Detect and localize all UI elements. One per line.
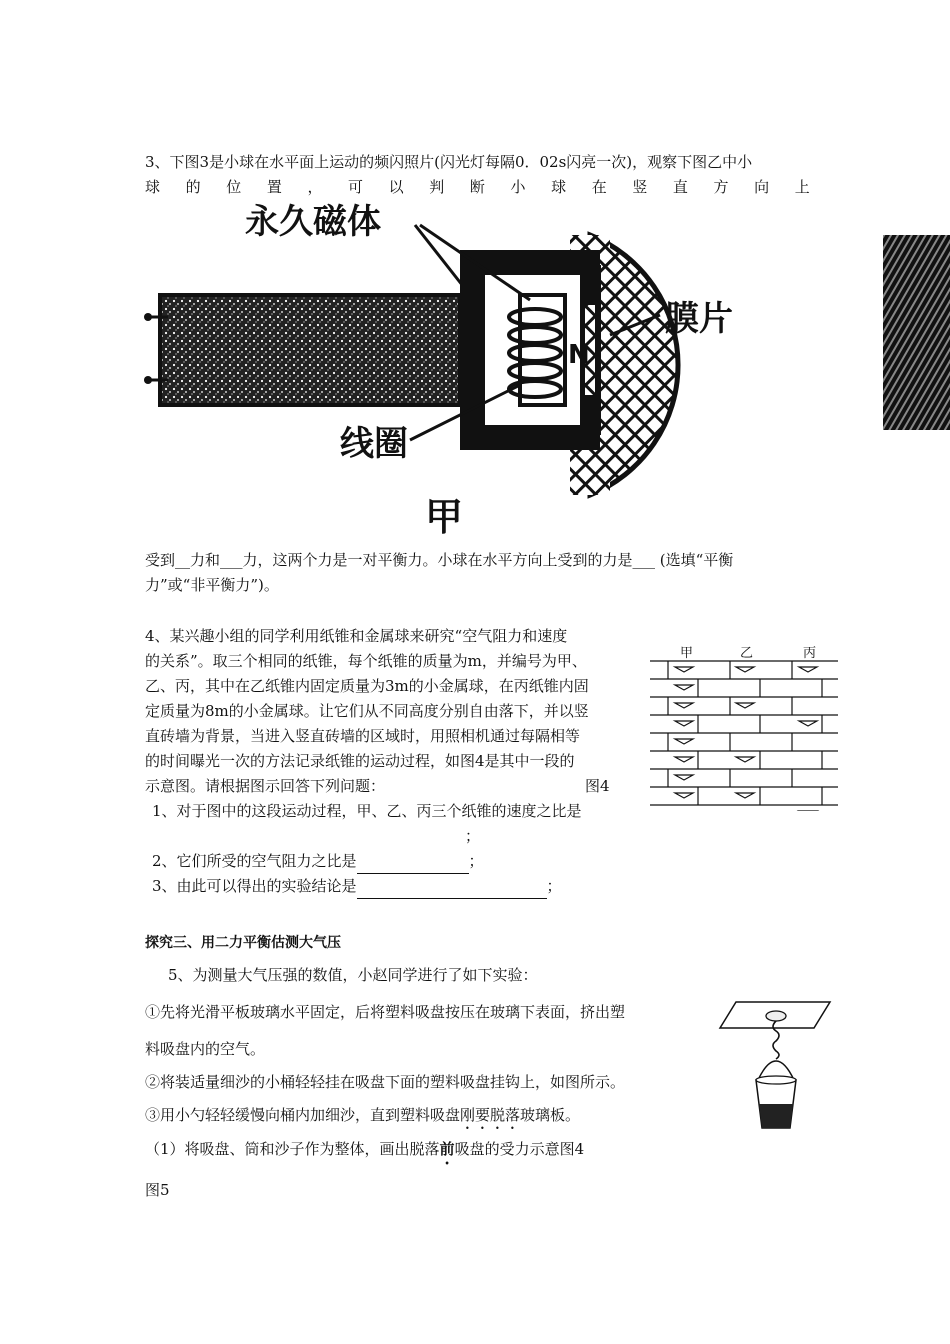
q4-line: 直砖墙为背景，当进入竖直砖墙的区域时，用照相机通过每隔相等 [145,727,581,745]
q4-line: 乙、丙，其中在乙纸锥内固定质量为3m的小金属球，在丙纸锥内固 [145,677,589,695]
suction-bucket-figure [718,992,833,1137]
q3-char: 可 [348,178,364,196]
emphasized-text: 前 [439,1140,455,1158]
q3-line3: 受到__力和___力，这两个力是一对平衡力。小球在水平方向上受到的力是___ (选填“平衡 [145,551,734,569]
q5-step3: ③用小勺轻轻缓慢向桶内加细沙，直到塑料吸盘刚要脱落玻璃板。 [145,1106,581,1124]
emphasized-text: 刚要脱落 [460,1106,521,1124]
q3-char: ， [307,178,323,196]
bucket-sand [759,1104,793,1128]
blank-line[interactable] [357,874,547,899]
q3-char: 方 [713,178,729,196]
q5-step2: ②将装适量细沙的小桶轻轻挂在吸盘下面的塑料吸盘挂钩上，如图所示。 [145,1073,626,1091]
q4-line: 的关系”。取三个相同的纸锥，每个纸锥的质量为m，并编号为甲、 [145,652,587,670]
q3-char: 球 [551,178,567,196]
q3-char: 在 [591,178,607,196]
q4-line: 4、某兴趣小组的同学利用纸锥和金属球来研究“空气阻力和速度 [145,627,568,645]
label-coil: 线圈 [340,424,408,464]
q3-char: 置 [266,178,282,196]
q4-line: 定质量为8m的小金属球。让它们从不同高度分别自由落下，并以竖 [145,702,589,720]
q3-char: 的 [185,178,201,196]
paper-cone [675,793,693,798]
figure-caption-jia: 甲 [425,495,464,539]
paper-cone [675,667,693,672]
q4-line: 的时间曝光一次的方法记录纸锥的运动过程，如图4是其中一段的 [145,752,575,770]
q5-sub1: （1）将吸盘、筒和沙子作为整体，画出脱落前吸盘的受力示意图4 [145,1140,585,1158]
q4-sub3: 3、由此可以得出的实验结论是 ； [152,874,562,899]
suction-cup [766,1011,786,1021]
magnet-n-label: N [568,340,590,370]
side-image-fragment [883,235,950,430]
q3-char: 直 [672,178,688,196]
q3-char: 断 [469,178,485,196]
paper-cone [736,793,754,798]
q3-char: 上 [794,178,810,196]
q3-char: 位 [226,178,242,196]
paper-cone [675,757,693,762]
microphone-figure [140,195,800,545]
paper-cone [736,703,754,708]
q5-step1a: ①先将光滑平板玻璃水平固定，后将塑料吸盘按压在玻璃下表面，挤出塑 [145,1003,626,1021]
paper-cone [675,685,693,690]
paper-cone [675,739,693,744]
col-label-jia: 甲 [680,646,694,661]
q3-char: 判 [429,178,445,196]
q3-line4: 力”或“非平衡力”)。 [145,576,279,594]
fig5-label: 图5 [145,1181,170,1199]
col-label-bing: 丙 [803,646,817,661]
q4-sub1: 1、对于图中的这段运动过程，甲、乙、丙三个纸锥的速度之比是 [152,802,582,820]
q3-char: 以 [388,178,404,196]
q3-char: 竖 [632,178,648,196]
paper-cone [675,775,693,780]
q3-char: 小 [510,178,526,196]
q4-sub1-end: ； [465,827,481,845]
paper-cone [736,667,754,672]
label-permanent-magnet: 永久磁体 [245,202,381,242]
q3-line1: 3、下图3是小球在水平面上运动的频闪照片(闪光灯每隔0．02s闪亮一次)，观察下图乙中小 [145,153,753,171]
brick-wall-figure [650,643,840,811]
mic-handle [160,295,460,405]
section3-heading: 探究三、用二力平衡估测大气压 [145,935,341,951]
paper-cone [799,667,817,672]
fig4-label: 图4 [585,777,610,795]
blank-line[interactable] [357,849,469,874]
paper-cone [675,703,693,708]
q5-step1b: 料吸盘内的空气。 [145,1040,266,1058]
q4-sub2: 2、它们所受的空气阻力之比是 ； [152,849,484,874]
label-membrane: 膜片 [665,299,733,339]
paper-cone [799,721,817,726]
q3-char: 向 [754,178,770,196]
paper-cone [736,757,754,762]
col-label-yi: 乙 [740,646,754,661]
paper-cone [675,721,693,726]
q4-line: 示意图。请根据图示回答下列问题： [145,777,386,795]
q3-char: 球 [145,178,161,196]
q5-intro: 5、为测量大气压强的数值，小赵同学进行了如下实验： [168,966,538,984]
